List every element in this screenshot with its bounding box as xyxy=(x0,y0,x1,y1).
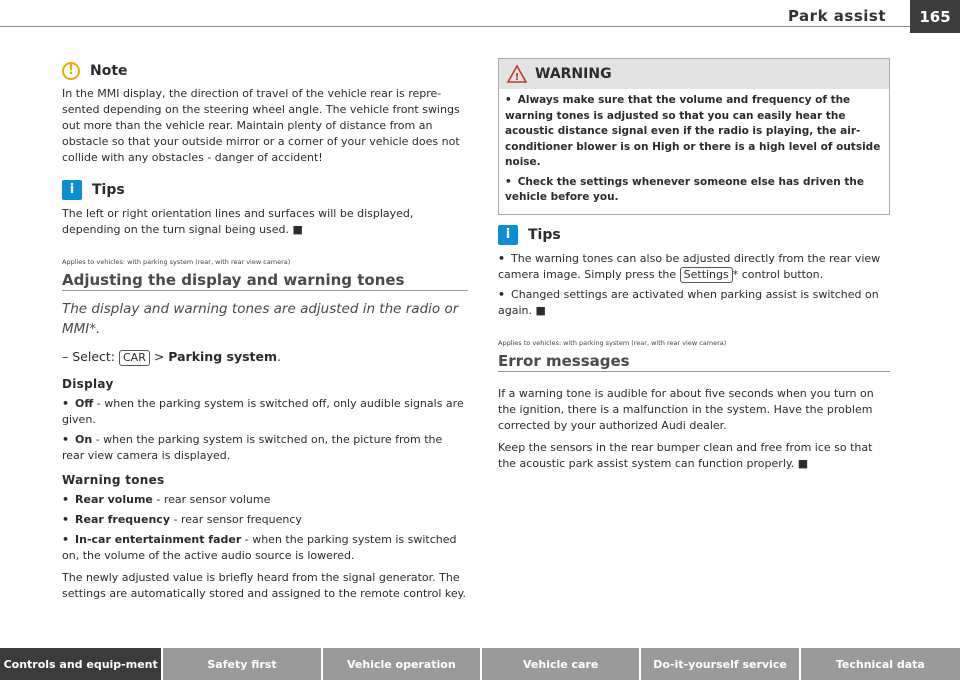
right-column xyxy=(498,58,890,478)
select-prefix: – Select: xyxy=(62,349,115,364)
settings-button-label: Settings xyxy=(680,267,733,283)
display-heading: Display xyxy=(62,377,114,391)
footer-tab-operation[interactable]: Vehicle operation xyxy=(323,648,480,680)
footer-tab-technical[interactable]: Technical data xyxy=(801,648,960,680)
section-title-adjusting: Adjusting the display and warning tones xyxy=(62,272,468,291)
info-icon: i xyxy=(62,180,82,200)
warning-box xyxy=(498,58,890,215)
car-button-label: CAR xyxy=(119,350,150,366)
section-intro: The display and warning tones are adjusted in the radio or MMI*. xyxy=(62,301,459,337)
tips-title: Tips xyxy=(528,226,561,243)
select-instruction xyxy=(62,349,468,366)
note-text: In the MMI display, the direction of travel of the vehicle rear is repre-sented depending on the steering wheel angle. The vehicle front swings out more than the vehicle rear. Maintain plenty of distance from an obstacle so that your outside mirror or a corner of your vehicle does not collide with any obstacles - danger of accident! xyxy=(62,87,460,164)
tips-heading xyxy=(62,180,468,200)
tips-title: Tips xyxy=(92,182,125,198)
list-item: • Changed settings are activated when parking assist is switched on again. ■ xyxy=(498,287,879,317)
header-rule xyxy=(0,26,960,27)
info-icon: i xyxy=(498,225,518,245)
select-separator: > xyxy=(153,349,169,364)
settings-paragraph: The newly adjusted value is briefly heard from the signal generator. The settings are automatically stored and assigned to the remote control key. xyxy=(62,571,467,600)
tips-text: The left or right orientation lines and surfaces will be displayed, depending on the turn signal being used. ■ xyxy=(62,207,414,236)
page-number: 165 xyxy=(910,0,960,33)
section-title-errors: Error messages xyxy=(498,353,890,372)
parking-system-label: Parking system xyxy=(168,349,278,364)
list-item: • Rear frequency - rear sensor frequency xyxy=(62,513,302,526)
footer-tab-controls[interactable]: Controls and equip-ment xyxy=(0,648,161,680)
footer-nav xyxy=(0,648,960,680)
warning-body xyxy=(499,89,889,214)
list-item: • Always make sure that the volume and frequency of the warning tones is adjusted so that you can easily hear the acoustic distance signal even if the radio is playing, the air-conditioner blower is on High or there is a high level of outside noise. xyxy=(505,94,881,168)
list-item: • Rear volume - rear sensor volume xyxy=(62,493,271,506)
tips-heading xyxy=(498,225,890,245)
warning-heading xyxy=(499,59,889,89)
exclamation-circle-icon: ! xyxy=(62,62,80,80)
applies-to: Applies to vehicles: with parking system (rear, with rear view camera) xyxy=(62,258,291,266)
warning-triangle-icon xyxy=(507,65,527,83)
list-item: • Off - when the parking system is switched off, only audible signals are given. xyxy=(62,397,464,426)
list-item: • Check the settings whenever someone else has driven the vehicle before you. xyxy=(505,175,864,203)
warning-title: WARNING xyxy=(535,66,612,82)
list-item: • The warning tones can also be adjusted directly from the rear view camera image. Simply press the Settings * control button. xyxy=(498,251,881,281)
page-header-title: Park assist xyxy=(787,7,886,25)
footer-tab-diy[interactable]: Do-it-yourself service xyxy=(641,648,798,680)
footer-tab-care[interactable]: Vehicle care xyxy=(482,648,639,680)
svg-text:!: ! xyxy=(514,72,520,83)
footer-tab-safety[interactable]: Safety first xyxy=(163,648,320,680)
warning-tones-heading: Warning tones xyxy=(62,473,165,487)
error-paragraph-1: If a warning tone is audible for about five seconds when you turn on the ignition, there is a malfunction in the system. Have the problem corrected by your authorized Audi dealer. xyxy=(498,386,874,432)
note-heading xyxy=(62,62,468,80)
left-column xyxy=(62,58,468,608)
select-end: . xyxy=(277,349,281,364)
list-item: • On - when the parking system is switched on, the picture from the rear view camera is displayed. xyxy=(62,433,443,462)
applies-to: Applies to vehicles: with parking system (rear, with rear view camera) xyxy=(498,338,727,347)
list-item: • In-car entertainment fader - when the parking system is switched on, the volume of the active audio source is lowered. xyxy=(62,533,457,562)
note-title: Note xyxy=(90,63,128,79)
error-paragraph-2: Keep the sensors in the rear bumper clean and free from ice so that the acoustic park assist system can function properly. ■ xyxy=(498,440,873,470)
